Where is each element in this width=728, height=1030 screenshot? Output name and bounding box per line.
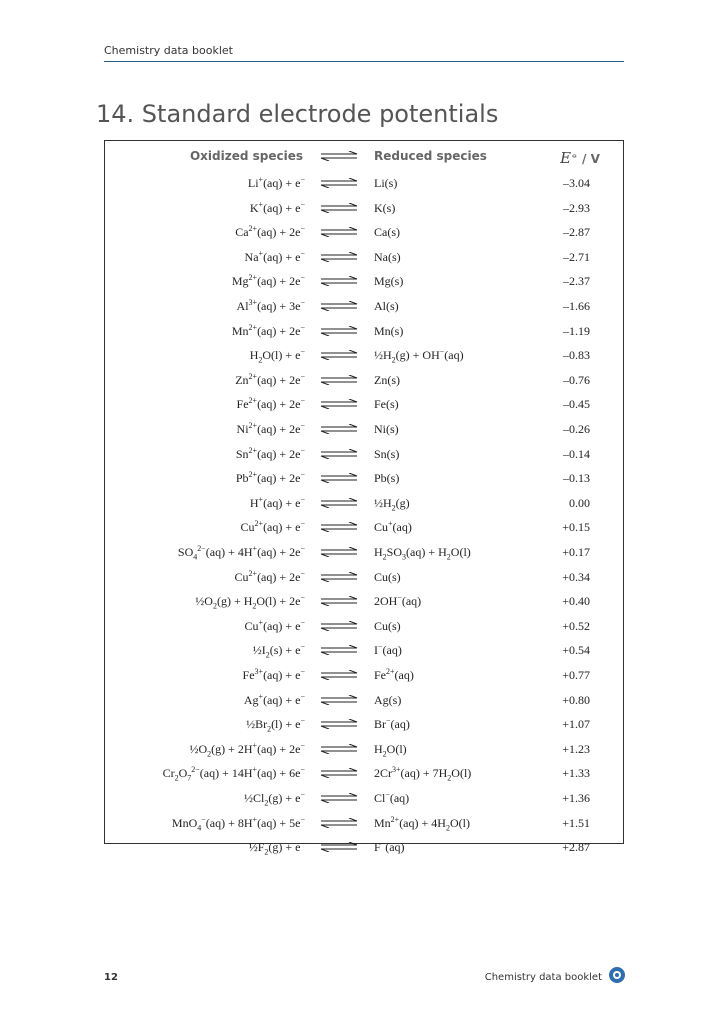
- oxidized-species: H+(aq) + e−: [249, 494, 305, 510]
- oxidized-species: $\frac{1}{2}Cl_2(g) + e^-$: [244, 790, 305, 808]
- standard-potential: +1.33: [562, 766, 590, 781]
- reduced-species: $\frac{1}{2}H_2(g) + OH^-(aq)$: [374, 347, 464, 365]
- standard-potential: +1.07: [562, 717, 590, 732]
- oxidized-species: Na+(aq) + e−: [244, 248, 305, 264]
- table-row: [105, 297, 623, 317]
- standard-potential: +0.52: [562, 618, 590, 633]
- oxidized-species: $Fe^{2+}(aq) + 2e^-$: [236, 396, 305, 412]
- column-header-reduced: Reduced species: [374, 149, 487, 163]
- reduced-species: F−(aq): [374, 839, 405, 855]
- table-row: [105, 518, 623, 538]
- oxidized-species: Li+(aq) + e−: [247, 175, 305, 190]
- table-row: [105, 789, 623, 809]
- equilibrium-arrows-icon: [319, 596, 359, 606]
- standard-potential: +1.23: [562, 741, 590, 756]
- oxidized-species: $Mn^{2+}(aq) + 2e^-$: [231, 322, 305, 338]
- equilibrium-arrows-icon: [319, 276, 359, 286]
- table-row: [105, 445, 623, 465]
- standard-potential: –0.14: [563, 446, 590, 461]
- reduced-species: $Mn^{2+}(aq) + 4H_2O(l)$: [374, 814, 470, 832]
- table-row: [105, 666, 623, 686]
- standard-potential: –2.71: [563, 249, 590, 264]
- standard-potential: +1.51: [562, 815, 590, 830]
- table-row: [105, 617, 623, 637]
- oxidized-species: $H_2O(l) + e^-$: [249, 347, 305, 365]
- running-header: Chemistry data booklet: [104, 44, 233, 57]
- header-rule: [104, 61, 624, 62]
- standard-potential: –0.45: [563, 397, 590, 412]
- standard-potential: –1.66: [563, 299, 590, 313]
- reduced-species: $Fe^{2+}(aq)$: [374, 667, 414, 682]
- table-row: [105, 346, 623, 366]
- reduced-species: $H_2SO_3(aq) + H_2O(l)$: [374, 545, 471, 562]
- equilibrium-arrows-icon: [319, 375, 359, 385]
- reduced-species: 2OH−(aq): [374, 593, 422, 609]
- standard-potential: –0.13: [563, 471, 590, 486]
- table-row: [105, 272, 623, 292]
- oxidized-species: $Cu^{2+}(aq) + e^-$: [240, 519, 305, 535]
- table-row: [105, 199, 623, 219]
- reduced-species: Fe(s): [374, 397, 399, 412]
- reduced-species: Cu(s): [374, 618, 401, 633]
- table-row: [105, 740, 623, 760]
- reduced-species: Cu+(aq): [374, 519, 412, 535]
- reduced-species: Pb(s): [374, 471, 400, 486]
- table-row: [105, 764, 623, 784]
- ib-logo-icon: [608, 966, 626, 984]
- reduced-species: Al(s): [374, 299, 399, 313]
- reduced-species: Mg(s): [374, 274, 404, 289]
- oxidized-species: $Cu^{2+}(aq) + 2e^-$: [234, 568, 305, 584]
- oxidized-species: Ag+(aq) + e−: [243, 691, 305, 707]
- table-row: [105, 814, 623, 834]
- oxidized-species: $Cr_2O_7^{2-}(aq) + 14H^+(aq) + 6e^-$: [162, 765, 305, 783]
- oxidized-species: $Fe^{3+}(aq) + e^-$: [242, 667, 305, 682]
- potential-symbol: E: [560, 149, 572, 167]
- standard-potential: –0.83: [563, 348, 590, 363]
- reduced-species: Cu(s): [374, 569, 401, 584]
- equilibrium-arrows-icon: [319, 645, 359, 655]
- table-row: [105, 568, 623, 588]
- standard-potential: +2.87: [562, 840, 590, 855]
- table-row: [105, 691, 623, 711]
- reduced-species: Mn(s): [374, 323, 404, 338]
- table-row: [105, 420, 623, 440]
- reduced-species: Na(s): [374, 249, 401, 264]
- equilibrium-arrows-icon: [319, 793, 359, 803]
- oxidized-species: $\frac{1}{2}O_2(g) + 2H^+(aq) + 2e^-$: [189, 740, 305, 759]
- equilibrium-arrows-icon: [319, 203, 359, 213]
- table-row: [105, 641, 623, 661]
- page-number: 12: [104, 972, 118, 983]
- table-row: [105, 469, 623, 489]
- oxidized-species: $\frac{1}{2}Br_2(l) + e^-$: [246, 716, 305, 734]
- reduced-species: $\frac{1}{2}H_2(g)$: [374, 495, 410, 513]
- table-row: [105, 592, 623, 612]
- equilibrium-arrows-icon: [319, 151, 359, 161]
- standard-potential: +0.40: [562, 594, 590, 609]
- section-title: 14. Standard electrode potentials: [96, 100, 499, 128]
- equilibrium-arrows-icon: [319, 719, 359, 729]
- oxidized-species: $Ca^{2+}(aq) + 2e^-$: [235, 224, 305, 240]
- reduced-species: Li(s): [374, 176, 398, 190]
- table-row: [105, 838, 623, 858]
- column-header-oxidized: Oxidized species: [189, 149, 303, 163]
- equilibrium-arrows-icon: [319, 473, 359, 483]
- electrode-potentials-table: [104, 140, 624, 857]
- oxidized-species: $Mg^{2+}(aq) + 2e^-$: [231, 273, 305, 289]
- table-row: [105, 371, 623, 391]
- equilibrium-arrows-icon: [319, 621, 359, 631]
- reduced-species: Ag(s): [374, 692, 402, 707]
- oxidized-species: $Pb^{2+}(aq) + 2e^-$: [235, 470, 305, 486]
- footer-book-title: Chemistry data booklet: [484, 972, 602, 983]
- standard-potential: +1.36: [562, 791, 590, 805]
- table-row: [105, 715, 623, 735]
- equilibrium-arrows-icon: [319, 695, 359, 705]
- equilibrium-arrows-icon: [319, 744, 359, 754]
- reduced-species: Ni(s): [374, 422, 399, 436]
- reduced-species: K(s): [374, 200, 396, 215]
- table-row: [105, 494, 623, 514]
- reduced-species: $H_2O(l)$: [374, 741, 407, 759]
- standard-potential: +0.15: [562, 520, 590, 535]
- equilibrium-arrows-icon: [319, 350, 359, 360]
- oxidized-species: $\frac{1}{2}I_2(s) + e^-$: [252, 642, 305, 660]
- standard-potential: –0.76: [563, 372, 590, 387]
- equilibrium-arrows-icon: [319, 227, 359, 237]
- reduced-species: I−(aq): [374, 642, 402, 658]
- reduced-species: Ca(s): [374, 225, 400, 240]
- table-row: [105, 174, 623, 194]
- oxidized-species: $Ni^{2+}(aq) + 2e^-$: [236, 421, 305, 436]
- standard-potential: +0.54: [562, 643, 590, 658]
- standard-potential: +0.34: [562, 569, 590, 584]
- reduced-species: Cl−(aq): [374, 790, 410, 805]
- equilibrium-arrows-icon: [319, 842, 359, 852]
- standard-potential: 0.00: [569, 495, 590, 510]
- equilibrium-arrows-icon: [319, 547, 359, 557]
- equilibrium-arrows-icon: [319, 424, 359, 434]
- oxidized-species: K+(aq) + e−: [249, 199, 305, 215]
- table-row: [105, 223, 623, 243]
- reduced-species: Zn(s): [374, 372, 400, 387]
- equilibrium-arrows-icon: [319, 768, 359, 778]
- reduced-species: Br−(aq): [374, 716, 410, 732]
- table-row: [105, 322, 623, 342]
- equilibrium-arrows-icon: [319, 178, 359, 188]
- equilibrium-arrows-icon: [319, 498, 359, 508]
- table-row: [105, 543, 623, 563]
- potential-unit: / V: [577, 152, 600, 166]
- column-header-potential: E⦵ / V: [560, 149, 600, 167]
- equilibrium-arrows-icon: [319, 252, 359, 262]
- reduced-species: $2Cr^{3+}(aq) + 7H_2O(l)$: [374, 765, 472, 783]
- equilibrium-arrows-icon: [319, 449, 359, 459]
- standard-potential: –2.93: [563, 200, 590, 215]
- oxidized-species: MnO$_4$−(aq) + 8H+(aq) + 5e−: [171, 814, 305, 832]
- equilibrium-arrows-icon: [319, 818, 359, 828]
- oxidized-species: $Al^{3+}(aq) + 3e^-$: [236, 298, 305, 313]
- equilibrium-arrows-icon: [319, 326, 359, 336]
- equilibrium-arrows-icon: [319, 522, 359, 532]
- equilibrium-arrows-icon: [319, 670, 359, 680]
- table-row: [105, 248, 623, 268]
- standard-potential: –2.37: [563, 274, 590, 289]
- standard-potential: –1.19: [563, 323, 590, 338]
- oxidized-species: $SO_4^{2-}(aq) + 4H^+(aq) + 2e^-$: [177, 544, 305, 562]
- standard-potential: +0.17: [562, 545, 590, 559]
- oxidized-species: $Sn^{2+}(aq) + 2e^-$: [235, 445, 305, 461]
- equilibrium-arrows-icon: [319, 572, 359, 582]
- oxidized-species: $\frac{1}{2}O_2(g) + H_2O(l) + 2e^-$: [195, 593, 305, 611]
- reduced-species: Sn(s): [374, 446, 400, 461]
- standard-potential: +0.77: [562, 668, 590, 682]
- oxidized-species: $\frac{1}{2}F_2(g) + e^-$: [248, 839, 305, 857]
- standard-potential: –2.87: [563, 225, 590, 240]
- equilibrium-arrows-icon: [319, 399, 359, 409]
- standard-potential: –3.04: [563, 176, 590, 190]
- oxidized-species: $Zn^{2+}(aq) + 2e^-$: [235, 371, 305, 387]
- oxidized-species: Cu+(aq) + e−: [244, 617, 305, 633]
- equilibrium-arrows-icon: [319, 301, 359, 311]
- table-row: [105, 395, 623, 415]
- standard-potential: –0.26: [563, 422, 590, 436]
- standard-potential: +0.80: [562, 692, 590, 707]
